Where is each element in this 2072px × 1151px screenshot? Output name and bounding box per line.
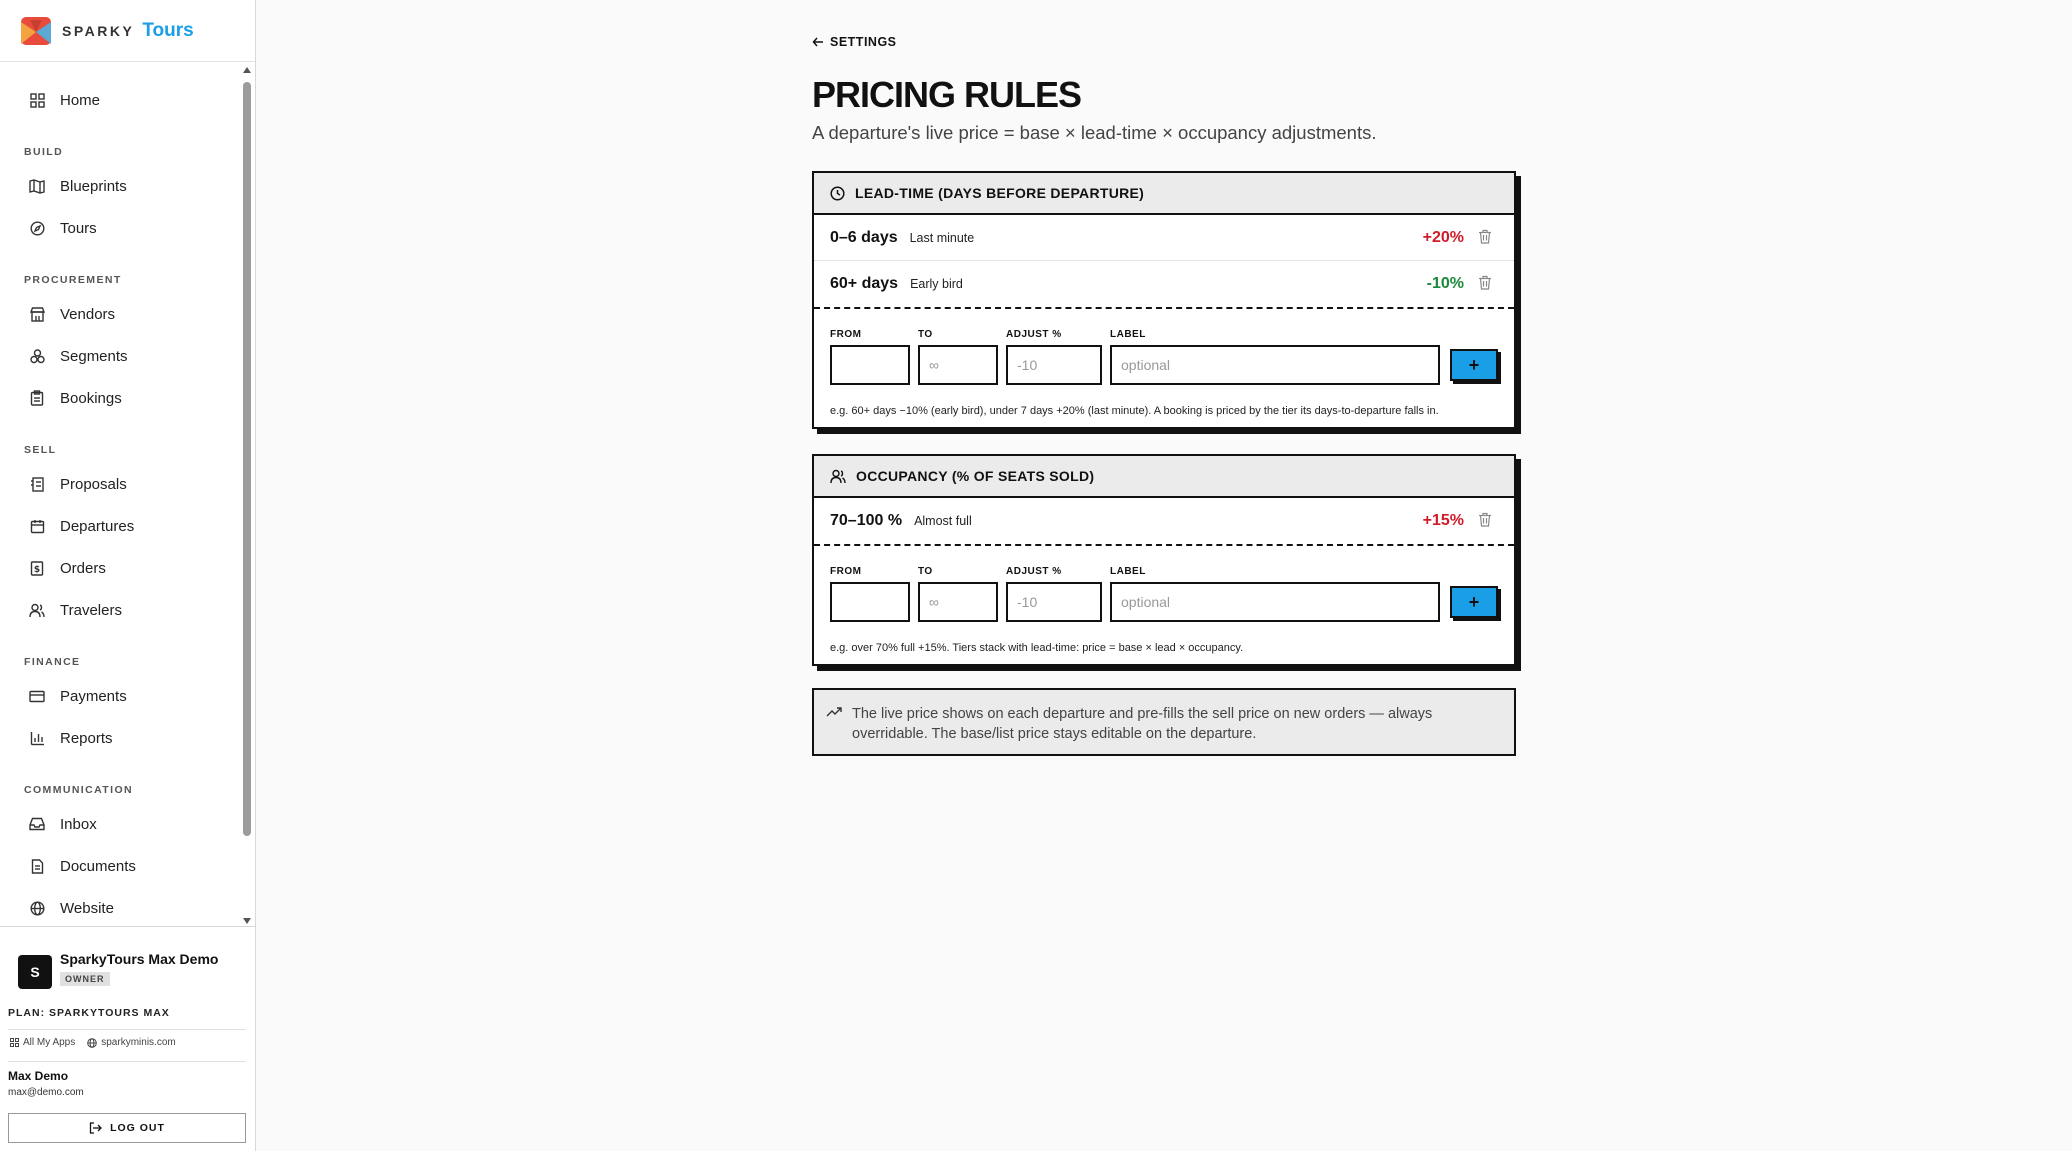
sidebar-item-label: Reports (60, 729, 113, 747)
arrow-left-icon (812, 37, 824, 47)
nav-section-finance: FINANCE (24, 656, 81, 668)
sidebar (0, 0, 256, 1151)
tier-range: 60+ days (830, 275, 899, 292)
nav-section-procurement: PROCUREMENT (24, 274, 122, 286)
tier-adjustment: -10% (1426, 275, 1464, 292)
sidebar-item-home[interactable] (28, 88, 100, 112)
sidebar-item-label: Vendors (60, 305, 116, 323)
store-icon (28, 305, 46, 323)
brand-name: SPARKY (62, 22, 135, 39)
sidebar-item-website[interactable] (28, 896, 114, 920)
plan-label: PLAN: SPARKYTOURS MAX (8, 1007, 170, 1019)
tier-label: Early bird (910, 277, 963, 291)
from-input[interactable] (830, 345, 910, 385)
sidebar-item-label: Segments (60, 347, 128, 365)
sidebar-item-label: Travelers (60, 601, 122, 619)
sidebar-item-tours[interactable] (28, 216, 97, 240)
add-tier-button[interactable]: + (1450, 586, 1498, 618)
lead-time-card (812, 171, 1516, 429)
proposal-icon (28, 475, 46, 493)
scrollbar-thumb[interactable] (243, 82, 251, 836)
sidebar-nav (0, 64, 240, 924)
label-input[interactable]: optional (1110, 582, 1440, 622)
adjust-input[interactable]: -10 (1006, 345, 1102, 385)
sidebar-item-payments[interactable] (28, 684, 127, 708)
tier-label: Almost full (914, 514, 972, 528)
sidebar-item-travelers[interactable] (28, 598, 122, 622)
user-name: Max Demo (8, 1069, 69, 1083)
svg-text:$: $ (33, 564, 41, 575)
divider (8, 1061, 246, 1062)
account-panel (0, 926, 256, 1151)
back-link[interactable] (812, 35, 897, 49)
calendar-icon (28, 517, 46, 535)
from-label: FROM (830, 566, 862, 577)
label-label: LABEL (1110, 329, 1146, 340)
sidebar-item-label: Tours (60, 219, 97, 237)
tier-label: Last minute (909, 230, 975, 245)
add-tier-button[interactable]: + (1450, 349, 1498, 381)
add-tier-form (814, 544, 1514, 664)
site-link[interactable] (87, 1037, 175, 1048)
sidebar-item-proposals[interactable] (28, 472, 127, 496)
note-text: The live price shows on each departure and pre-fills the sell price on new orders — always overridable. The base/list price stays editable on the departure. (852, 706, 1433, 742)
trash-icon[interactable] (1478, 512, 1492, 527)
sidebar-item-departures[interactable] (28, 514, 134, 538)
sidebar-item-label: Departures (60, 517, 135, 535)
org-switcher[interactable] (18, 951, 218, 989)
divider (8, 1029, 246, 1030)
scroll-up-icon[interactable] (243, 67, 251, 73)
all-apps-label: All My Apps (23, 1037, 76, 1048)
nav-section-sell: SELL (24, 444, 57, 456)
site-label: sparkyminis.com (101, 1037, 176, 1048)
sidebar-item-label: Blueprints (60, 177, 127, 195)
info-note (812, 688, 1516, 756)
sidebar-item-segments[interactable] (28, 344, 128, 368)
help-text: e.g. 60+ days −10% (early bird), under 7 days +20% (last minute). A booking is priced by the tier its days-to-departure falls in. (830, 405, 1439, 417)
clipboard-icon (28, 389, 46, 407)
dollar-icon (28, 559, 46, 577)
tier-adjustment: +20% (1422, 228, 1464, 246)
page-title: PRICING RULES (812, 74, 1082, 115)
sidebar-item-label: Home (60, 91, 101, 109)
logout-label: LOG OUT (110, 1122, 165, 1134)
page-subtitle: A departure's live price = base × lead-time × occupancy adjustments. (812, 122, 1377, 143)
to-label: TO (918, 566, 933, 577)
globe-icon (28, 899, 46, 917)
brand-product: Tours (142, 19, 194, 41)
to-input[interactable]: ∞ (918, 345, 998, 385)
inbox-icon (28, 815, 46, 833)
globe-icon (87, 1038, 97, 1048)
adjust-label: ADJUST % (1006, 329, 1062, 340)
to-label: TO (918, 329, 933, 340)
org-name: SparkyTours Max Demo (60, 951, 219, 967)
brand[interactable] (0, 0, 255, 62)
sidebar-item-label: Orders (60, 559, 106, 577)
tier-range: 70–100 % (830, 512, 903, 529)
sidebar-item-reports[interactable] (28, 726, 113, 750)
sidebar-item-bookings[interactable] (28, 386, 122, 410)
tier-row (814, 215, 1514, 261)
sidebar-item-vendors[interactable] (28, 302, 115, 326)
users-icon (28, 601, 46, 619)
tier-adjustment: +15% (1422, 512, 1464, 529)
to-input[interactable]: ∞ (918, 582, 998, 622)
bar-chart-icon (28, 729, 46, 747)
label-input[interactable]: optional (1110, 345, 1440, 385)
tier-range: 0–6 days (830, 228, 898, 246)
clock-icon (830, 186, 845, 201)
sidebar-item-inbox[interactable] (28, 812, 97, 836)
nav-section-communication: COMMUNICATION (24, 784, 133, 796)
credit-card-icon (28, 687, 46, 705)
trending-up-icon (826, 706, 842, 717)
segments-icon (28, 347, 46, 365)
document-icon (28, 857, 46, 875)
occupancy-card (812, 454, 1516, 666)
from-input[interactable] (830, 582, 910, 622)
card-title: LEAD-TIME (DAYS BEFORE DEPARTURE) (855, 185, 1145, 201)
sidebar-item-label: Documents (60, 857, 136, 875)
all-apps-link[interactable] (10, 1037, 75, 1048)
sidebar-item-label: Website (60, 899, 114, 917)
sidebar-item-blueprints[interactable] (28, 174, 127, 198)
add-tier-form (814, 307, 1514, 427)
logout-icon (89, 1122, 102, 1134)
scroll-down-icon[interactable] (243, 918, 251, 924)
users-icon (830, 469, 846, 484)
trash-icon[interactable] (1478, 275, 1492, 290)
nav-section-build: BUILD (24, 146, 64, 158)
sidebar-item-documents[interactable] (28, 854, 136, 878)
grid-icon (28, 91, 46, 109)
adjust-label: ADJUST % (1006, 566, 1062, 577)
org-avatar: S (18, 955, 52, 989)
sidebar-item-orders[interactable] (28, 556, 106, 580)
sidebar-item-label: Inbox (60, 815, 97, 833)
compass-icon (28, 219, 46, 237)
back-label: SETTINGS (830, 35, 897, 49)
user-email: max@demo.com (8, 1087, 84, 1098)
adjust-input[interactable]: -10 (1006, 582, 1102, 622)
trash-icon[interactable] (1478, 229, 1492, 244)
grid-icon (10, 1038, 19, 1047)
tier-row (814, 261, 1514, 307)
from-label: FROM (830, 329, 862, 340)
brand-logo-icon (20, 16, 52, 46)
map-icon (28, 177, 46, 195)
help-text: e.g. over 70% full +15%. Tiers stack with lead-time: price = base × lead × occupancy. (830, 642, 1244, 654)
sidebar-scrollbar[interactable] (240, 64, 254, 924)
card-title: OCCUPANCY (% OF SEATS SOLD) (856, 468, 1095, 484)
role-badge: OWNER (60, 972, 110, 986)
sidebar-item-label: Proposals (60, 475, 127, 493)
sidebar-item-label: Payments (60, 687, 127, 705)
account-links (10, 1037, 176, 1048)
sidebar-item-label: Bookings (60, 389, 122, 407)
card-header (814, 173, 1514, 215)
tier-row (814, 498, 1514, 544)
label-label: LABEL (1110, 566, 1146, 577)
logout-button[interactable] (8, 1113, 246, 1143)
card-header (814, 456, 1514, 498)
